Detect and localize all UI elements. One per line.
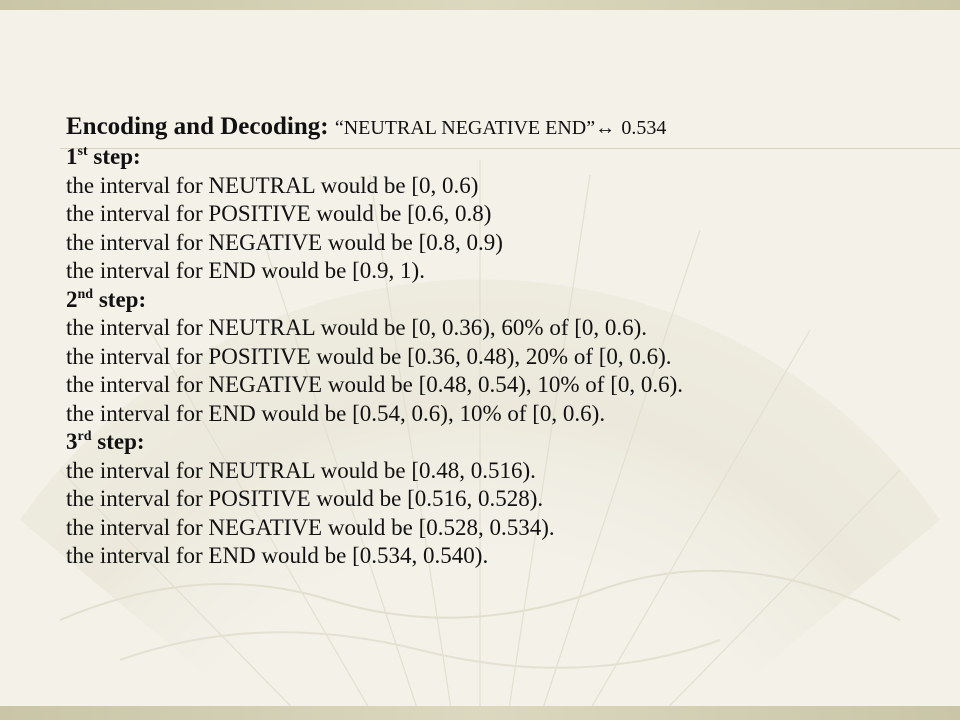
step-heading-2: 2nd step: [66,286,147,312]
title-label: Encoding and Decoding: [66,113,329,140]
step-1-line-1: the interval for NEUTRAL would be [0, 0.6) [66,172,479,198]
step-heading-1: 1st step: [66,144,141,169]
step-3-line-1: the interval for NEUTRAL would be [0.48, 0.516). [66,457,536,483]
bottom-frame-band [0,706,960,720]
bidirectional-arrow-icon: ↔ [595,117,616,139]
step-3-line-3: the interval for NEGATIVE would be [0.528, 0.534). [66,514,555,540]
step-1-line-4: the interval for END would be [0.9, 1). [66,258,425,283]
slide-title [66,112,946,143]
step-3-line-4: the interval for END would be [0.534, 0.540). [66,543,489,568]
step-1-line-3: the interval for NEGATIVE would be [0.8, 0.9) [66,229,503,255]
step-3-line-2: the interval for POSITIVE would be [0.516, 0.528). [66,486,544,511]
step-2-line-4: the interval for END would be [0.54, 0.6), 10% of [0, 0.6). [66,400,606,426]
step-2-line-2: the interval for POSITIVE would be [0.36, 0.48), 20% of [0, 0.6). [66,343,672,369]
step-1-line-2: the interval for POSITIVE would be [0.6, 0.8) [66,201,492,226]
title-quoted-message: “NEUTRAL NEGATIVE END” [334,117,596,139]
slide-body [66,112,946,571]
title-encoded-value: 0.534 [621,117,667,139]
step-2-line-1: the interval for NEUTRAL would be [0, 0.36), 60% of [0, 0.6). [66,315,648,340]
step-2-line-3: the interval for NEGATIVE would be [0.48, 0.54), 10% of [0, 0.6). [66,372,684,397]
step-heading-3: 3rd step: [66,429,145,454]
